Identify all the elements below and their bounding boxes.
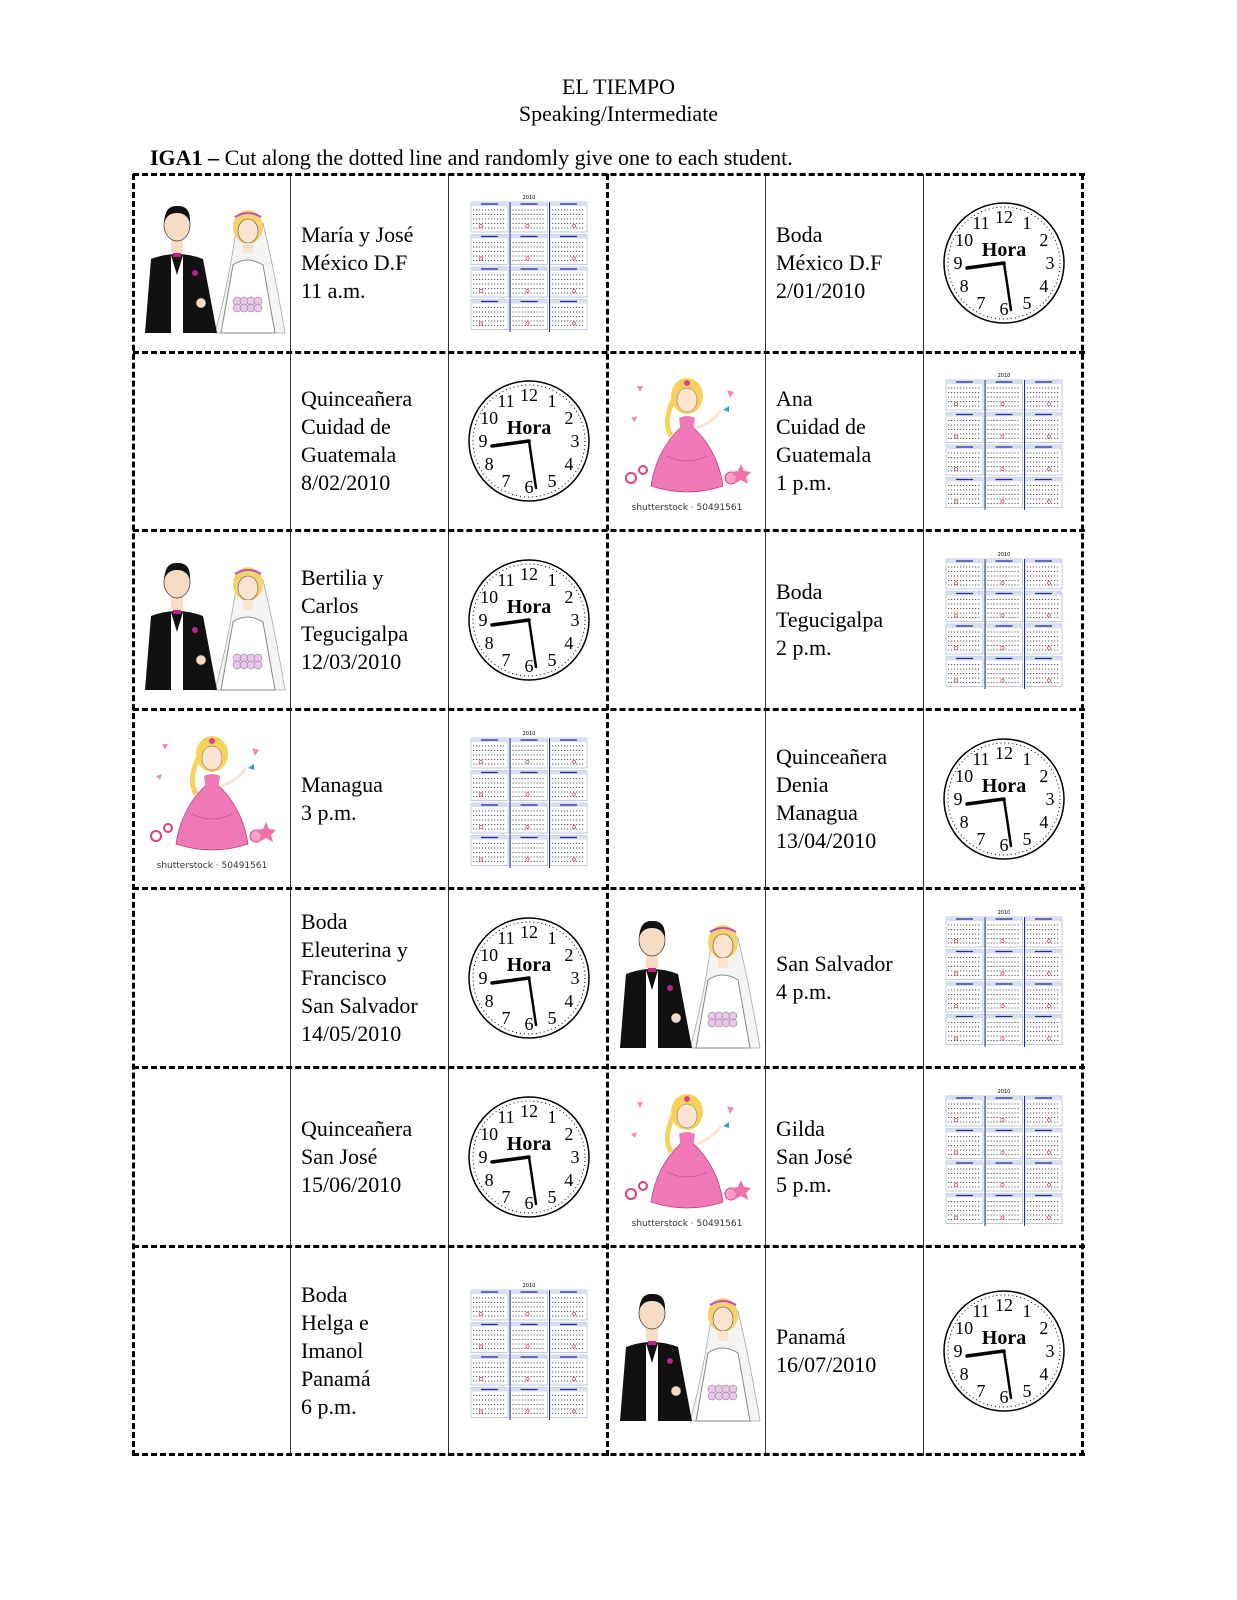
svg-text:10: 10 xyxy=(954,765,973,786)
card-text-line: San Salvador xyxy=(776,950,893,976)
card-text-line: Managua xyxy=(776,799,858,825)
card-image-cell xyxy=(608,888,765,1067)
card-text-line: Cuidad de xyxy=(301,414,391,439)
svg-text:12: 12 xyxy=(519,563,538,584)
card-image-cell xyxy=(608,352,765,530)
card-icon-cell xyxy=(923,174,1083,352)
svg-text:6: 6 xyxy=(999,1387,1008,1407)
svg-text:9: 9 xyxy=(478,967,487,988)
svg-text:3: 3 xyxy=(570,967,579,988)
card-image-cell xyxy=(133,709,290,888)
card-text-line: Boda xyxy=(301,908,348,934)
svg-text:3: 3 xyxy=(570,609,579,630)
svg-text:2010: 2010 xyxy=(997,909,1010,916)
clock-label: Hora xyxy=(981,774,1026,797)
card-text-line: Carlos xyxy=(301,592,359,618)
card-text-line: Tegucigalpa xyxy=(301,620,409,646)
card-icon-cell xyxy=(923,1246,1083,1456)
svg-text:11: 11 xyxy=(971,213,990,234)
card-text-line: Eleuterina y xyxy=(301,936,408,962)
cut-line-horizontal xyxy=(133,1245,1085,1248)
svg-text:9: 9 xyxy=(953,788,962,809)
svg-text:3: 3 xyxy=(570,431,579,451)
svg-text:1: 1 xyxy=(547,1106,556,1127)
svg-text:6: 6 xyxy=(524,1013,533,1034)
svg-text:7: 7 xyxy=(501,1007,510,1028)
svg-text:4: 4 xyxy=(563,454,573,474)
card-text-line: María y José xyxy=(301,222,414,247)
svg-text:2: 2 xyxy=(563,1123,573,1144)
clock-label: Hora xyxy=(981,239,1026,261)
cut-line-vertical xyxy=(606,174,609,1456)
card-text-line: Boda xyxy=(776,578,823,604)
svg-text:8: 8 xyxy=(959,1364,969,1384)
svg-text:11: 11 xyxy=(496,1106,515,1127)
svg-text:2: 2 xyxy=(563,586,573,607)
svg-text:2010: 2010 xyxy=(997,551,1010,558)
svg-text:4: 4 xyxy=(1038,1364,1048,1384)
card-text xyxy=(765,352,923,530)
svg-text:12: 12 xyxy=(994,742,1013,763)
card-text-line: 16/07/2010 xyxy=(776,1352,877,1377)
svg-text:7: 7 xyxy=(976,1380,985,1401)
svg-text:1: 1 xyxy=(1022,748,1031,769)
svg-text:9: 9 xyxy=(953,253,962,273)
card-image-cell xyxy=(608,709,765,888)
svg-text:6: 6 xyxy=(999,834,1008,855)
card-text-line: Tegucigalpa xyxy=(776,606,884,632)
card-text-line: Boda xyxy=(301,1282,348,1307)
instruction-code: IGA1 – xyxy=(150,145,220,170)
svg-text:3: 3 xyxy=(1045,788,1054,809)
card-image-cell xyxy=(608,530,765,709)
svg-text:12: 12 xyxy=(519,1100,538,1121)
svg-text:9: 9 xyxy=(953,1341,962,1361)
svg-text:1: 1 xyxy=(547,569,556,590)
svg-text:1: 1 xyxy=(1022,1301,1031,1322)
svg-text:11: 11 xyxy=(496,927,515,948)
card-text xyxy=(765,174,923,352)
card-text-line: Helga e xyxy=(301,1310,369,1335)
card-text-line: 6 p.m. xyxy=(301,1394,357,1419)
watermark-text: shutterstock · 50491561 xyxy=(156,860,267,871)
instruction-text: Cut along the dotted line and randomly give one to each student. xyxy=(219,145,793,170)
clock-icon xyxy=(939,198,1069,328)
card-text xyxy=(290,530,448,709)
cut-line-horizontal xyxy=(133,529,1085,532)
card-image-cell xyxy=(608,1067,765,1246)
card-image-cell xyxy=(133,1246,290,1456)
svg-text:1: 1 xyxy=(547,927,556,948)
calendar-icon xyxy=(468,729,590,869)
svg-text:12: 12 xyxy=(994,207,1013,227)
svg-text:6: 6 xyxy=(524,477,533,497)
quinceanera-icon xyxy=(617,1082,757,1232)
svg-text:10: 10 xyxy=(479,944,498,965)
svg-text:7: 7 xyxy=(501,1186,510,1207)
calendar-icon xyxy=(468,1281,590,1421)
svg-text:2010: 2010 xyxy=(522,195,535,201)
card-text-line: 11 a.m. xyxy=(301,278,366,303)
svg-text:11: 11 xyxy=(971,748,990,769)
card-text-line: 5 p.m. xyxy=(776,1171,832,1197)
card-text-line: Gilda xyxy=(776,1115,825,1141)
card-icon-cell xyxy=(448,530,608,709)
card-text-line: Cuidad de xyxy=(776,414,866,439)
cut-line-horizontal xyxy=(133,351,1085,354)
card-text xyxy=(290,709,448,888)
page-subtitle: Speaking/Intermediate xyxy=(518,101,719,126)
card-text-line: Boda xyxy=(776,222,823,247)
card-text xyxy=(765,1067,923,1246)
svg-text:2010: 2010 xyxy=(997,1088,1010,1095)
svg-text:8: 8 xyxy=(484,1169,494,1190)
card-icon-cell xyxy=(448,352,608,530)
card-text-line: Quinceañera xyxy=(301,1115,413,1141)
card-text-line: 15/06/2010 xyxy=(301,1171,402,1197)
svg-text:5: 5 xyxy=(1022,292,1031,313)
svg-text:3: 3 xyxy=(1045,253,1054,273)
card-icon-cell xyxy=(448,1246,608,1456)
clock-icon xyxy=(464,913,594,1043)
card-text xyxy=(290,352,448,530)
instructions xyxy=(150,145,793,171)
svg-text:2: 2 xyxy=(1038,1318,1048,1338)
card-text xyxy=(290,1067,448,1246)
card-text-line: México D.F xyxy=(776,250,883,275)
quinceanera-icon xyxy=(617,366,757,516)
clock-icon xyxy=(939,734,1069,864)
card-icon-cell xyxy=(448,888,608,1067)
svg-text:8: 8 xyxy=(959,811,969,832)
card-text-line: Francisco xyxy=(301,964,387,990)
svg-text:10: 10 xyxy=(954,1318,973,1338)
card-text-line: Quinceañera xyxy=(301,386,413,411)
bride-groom-icon xyxy=(612,1280,762,1422)
bride-groom-icon xyxy=(137,549,287,691)
card-text-line: Panamá xyxy=(776,1324,846,1349)
card-icon-cell xyxy=(448,174,608,352)
svg-text:7: 7 xyxy=(976,828,985,849)
svg-text:2: 2 xyxy=(563,944,573,965)
card-text-line: Ana xyxy=(776,386,813,411)
quinceanera-icon xyxy=(142,724,282,874)
card-text-line: 3 p.m. xyxy=(301,799,357,825)
cut-line-vertical xyxy=(1081,174,1084,1456)
svg-text:12: 12 xyxy=(519,385,538,405)
svg-text:5: 5 xyxy=(547,470,556,491)
card-text-line: 12/03/2010 xyxy=(301,648,402,674)
svg-text:4: 4 xyxy=(563,632,573,653)
card-text xyxy=(765,530,923,709)
cut-line-horizontal xyxy=(133,1453,1085,1456)
card-text-line: Managua xyxy=(301,771,383,797)
svg-text:2010: 2010 xyxy=(522,1283,535,1289)
svg-text:6: 6 xyxy=(524,1192,533,1213)
card-image-cell xyxy=(608,1246,765,1456)
card-text-line: 13/04/2010 xyxy=(776,827,877,853)
card-text-line: San Salvador xyxy=(301,992,418,1018)
svg-text:3: 3 xyxy=(570,1146,579,1167)
svg-text:11: 11 xyxy=(496,569,515,590)
bride-groom-icon xyxy=(137,192,287,334)
clock-icon xyxy=(939,1286,1069,1416)
card-text-line: 2/01/2010 xyxy=(776,278,866,303)
card-text-line: Guatemala xyxy=(776,442,872,467)
clock-label: Hora xyxy=(506,595,551,618)
svg-text:5: 5 xyxy=(547,649,556,670)
card-grid xyxy=(133,174,1085,1456)
card-text-line: 2 p.m. xyxy=(776,634,832,660)
svg-text:9: 9 xyxy=(478,1146,487,1167)
card-text-line: Bertilia y xyxy=(301,564,384,590)
svg-text:11: 11 xyxy=(496,391,515,412)
calendar-icon xyxy=(943,371,1065,511)
watermark-text: shutterstock · 50491561 xyxy=(631,1218,742,1229)
calendar-icon xyxy=(943,908,1065,1048)
svg-text:10: 10 xyxy=(479,586,498,607)
card-text-line: Panamá xyxy=(301,1366,371,1391)
cut-line-horizontal xyxy=(133,887,1085,890)
watermark-text: shutterstock · 50491561 xyxy=(631,503,742,513)
card-icon-cell xyxy=(923,709,1083,888)
svg-text:10: 10 xyxy=(479,408,498,428)
svg-text:10: 10 xyxy=(954,230,973,250)
card-text xyxy=(290,888,448,1067)
card-icon-cell xyxy=(923,530,1083,709)
card-image-cell xyxy=(133,888,290,1067)
card-image-cell xyxy=(133,174,290,352)
clock-label: Hora xyxy=(981,1327,1026,1349)
svg-text:8: 8 xyxy=(959,276,969,296)
svg-text:8: 8 xyxy=(484,990,494,1011)
svg-text:12: 12 xyxy=(519,921,538,942)
clock-icon xyxy=(464,555,594,685)
clock-icon xyxy=(464,1092,594,1222)
card-icon-cell xyxy=(448,709,608,888)
card-text-line: Quinceañera xyxy=(776,743,888,769)
svg-text:2: 2 xyxy=(1038,765,1048,786)
cut-line-horizontal xyxy=(133,1066,1085,1069)
card-text xyxy=(290,174,448,352)
svg-text:5: 5 xyxy=(1022,1380,1031,1401)
svg-text:2: 2 xyxy=(1038,230,1048,250)
svg-text:4: 4 xyxy=(563,1169,573,1190)
card-icon-cell xyxy=(923,1067,1083,1246)
svg-text:7: 7 xyxy=(976,292,985,313)
card-text xyxy=(765,888,923,1067)
svg-text:7: 7 xyxy=(501,649,510,670)
svg-text:5: 5 xyxy=(547,1007,556,1028)
card-text-line: San José xyxy=(776,1143,853,1169)
card-text-line: México D.F xyxy=(301,250,408,275)
card-text xyxy=(290,1246,448,1456)
svg-text:2: 2 xyxy=(563,408,573,428)
clock-label: Hora xyxy=(506,953,551,976)
svg-text:4: 4 xyxy=(1038,811,1048,832)
clock-icon xyxy=(464,376,594,506)
svg-text:8: 8 xyxy=(484,632,494,653)
svg-text:4: 4 xyxy=(563,990,573,1011)
svg-text:10: 10 xyxy=(479,1123,498,1144)
card-text-line: 1 p.m. xyxy=(776,470,832,495)
card-image-cell xyxy=(133,530,290,709)
cut-line-vertical xyxy=(132,174,135,1456)
cut-line-horizontal xyxy=(133,708,1085,711)
card-icon-cell xyxy=(448,1067,608,1246)
card-text-line: San José xyxy=(301,1143,378,1169)
svg-text:9: 9 xyxy=(478,609,487,630)
calendar-icon xyxy=(468,193,590,333)
svg-text:1: 1 xyxy=(547,391,556,412)
bride-groom-icon xyxy=(612,907,762,1049)
svg-text:6: 6 xyxy=(524,655,533,676)
svg-text:5: 5 xyxy=(547,1186,556,1207)
svg-text:1: 1 xyxy=(1022,213,1031,234)
svg-text:11: 11 xyxy=(971,1301,990,1322)
svg-text:6: 6 xyxy=(999,299,1008,319)
cut-line-horizontal xyxy=(133,173,1085,176)
svg-text:5: 5 xyxy=(1022,828,1031,849)
card-text-line: Imanol xyxy=(301,1338,364,1363)
clock-label: Hora xyxy=(506,417,551,439)
card-image-cell xyxy=(608,174,765,352)
page-title: EL TIEMPO xyxy=(561,74,676,99)
card-text-line: Denia xyxy=(776,771,829,797)
card-text-line: Guatemala xyxy=(301,442,397,467)
card-text xyxy=(765,709,923,888)
card-image-cell xyxy=(133,352,290,530)
card-image-cell xyxy=(133,1067,290,1246)
svg-text:2010: 2010 xyxy=(522,730,535,737)
svg-text:2010: 2010 xyxy=(997,373,1010,379)
svg-text:7: 7 xyxy=(501,470,510,491)
card-icon-cell xyxy=(923,352,1083,530)
svg-text:9: 9 xyxy=(478,431,487,451)
calendar-icon xyxy=(943,1087,1065,1227)
card-text-line: 8/02/2010 xyxy=(301,470,391,495)
svg-text:3: 3 xyxy=(1045,1341,1054,1361)
svg-text:12: 12 xyxy=(994,1295,1013,1315)
calendar-icon xyxy=(943,550,1065,690)
svg-text:4: 4 xyxy=(1038,276,1048,296)
svg-text:8: 8 xyxy=(484,454,494,474)
card-text xyxy=(765,1246,923,1456)
clock-label: Hora xyxy=(506,1132,551,1155)
card-icon-cell xyxy=(923,888,1083,1067)
card-text-line: 14/05/2010 xyxy=(301,1020,402,1046)
card-text-line: 4 p.m. xyxy=(776,978,832,1004)
